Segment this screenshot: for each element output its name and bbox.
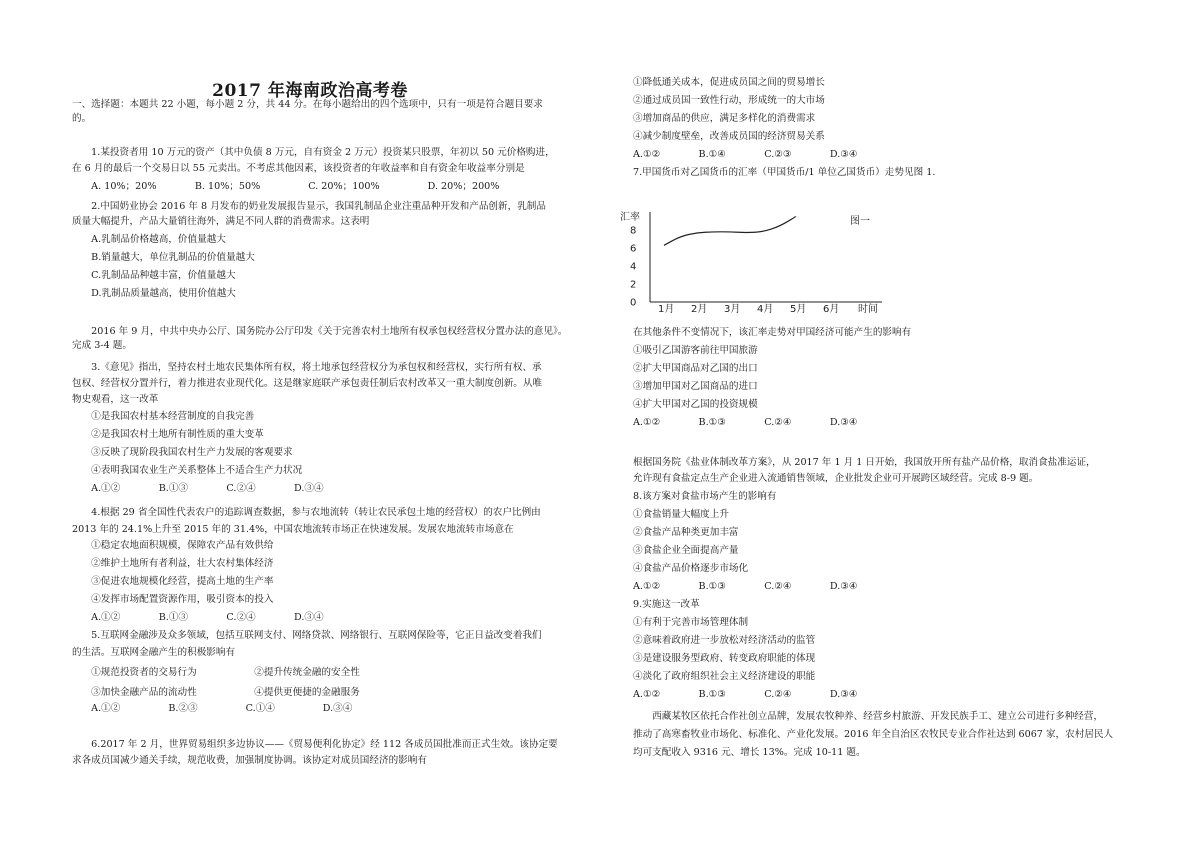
right-text-line: ③食盐企业全面提高产量: [633, 545, 739, 556]
x-tick-label: 6月: [823, 304, 840, 315]
right-text-line: 在其他条件不变情况下，该汇率走势对甲国经济可能产生的影响有: [633, 327, 912, 338]
left-text-line: ③加快金融产品的流动性 ④提供更便捷的金融服务: [72, 687, 360, 698]
left-text-line: A.①② B.①③ C.②④ D.③④: [72, 483, 324, 494]
left-text-line: 1.某投资者用 10 万元的资产（其中负债 8 万元，自有资金 2 万元）投资某只股票，年初以 50 元价格购进，: [72, 147, 555, 158]
right-text-line: ②通过成员国一致性行动，形成统一的大市场: [633, 95, 825, 106]
right-text-line: ①有利于完善市场管理体制: [633, 617, 749, 628]
left-text-line: 一、选择题：本题共 22 小题，每小题 2 分，共 44 分。在每小题给出的四个选项中，只有一项是符合题目要求: [72, 99, 543, 110]
left-text-line: ①稳定农地面积规模，保障农产品有效供给: [72, 540, 274, 551]
right-text-line: ④减少制度壁垒，改善成员国的经济贸易关系: [633, 131, 825, 142]
left-text-line: 6.2017 年 2 月，世界贸易组织多边协议——《贸易便利化协定》经 112 各成员国批准而正式生效。该协定要: [72, 739, 558, 750]
left-text-line: A.①② B.②③ C.①④ D.③④: [72, 703, 353, 714]
right-text-line: ①吸引乙国游客前往甲国旅游: [633, 345, 758, 356]
right-text-line: 均可支配收入 9316 元、增长 13%。完成 10-11 题。: [633, 747, 866, 758]
right-text-line: 西藏某牧区依托合作社创立品牌，发展农牧种养、经营乡村旅游、开发民族手工、建立公司进行多种经营，: [633, 711, 1104, 722]
exchange-rate-chart: [612, 200, 912, 318]
y-axis-label: 汇率: [620, 212, 640, 223]
left-text-line: 2.中国奶业协会 2016 年 8 月发布的奶业发展报告显示，我国乳制品企业注重品种开发和产品创新，乳制品: [72, 201, 546, 212]
exchange-rate-series-line: [664, 217, 796, 246]
right-text-line: A.①② B.①④ C.②③ D.③④: [633, 149, 858, 160]
left-text-line: 物史观看，这一改革: [72, 394, 159, 405]
left-text-line: A.乳制品价格越高，价值量越大: [72, 234, 226, 245]
y-tick-label: 6: [630, 243, 637, 255]
right-text-line: ①食盐销量大幅度上升: [633, 509, 729, 520]
x-tick-label: 2月: [691, 304, 708, 315]
right-text-line: A.①② B.①③ C.②④ D.③④: [633, 689, 858, 700]
right-text-line: ④扩大甲国对乙国的投资规模: [633, 399, 758, 410]
y-tick-label: 8: [630, 225, 637, 237]
x-tick-label: 4月: [757, 304, 774, 315]
page-title: 2017 年海南政治高考卷: [212, 81, 408, 101]
left-text-line: A.①② B.①③ C.②④ D.③④: [72, 612, 324, 623]
y-tick-label: 0: [630, 297, 637, 309]
right-text-line: ③是建设服务型政府、转变政府职能的体现: [633, 653, 816, 664]
right-text-line: ④淡化了政府组织社会主义经济建设的职能: [633, 671, 816, 682]
left-text-line: 4.根据 29 省全国性代表农户的追踪调查数据，参与农地流转（转让农民承包土地的经营权）的农户比例由: [72, 507, 541, 518]
right-text-line: 7.甲国货币对乙国货币的汇率（甲国货币/1 单位乙国货币）走势见图 1.: [633, 167, 936, 178]
left-text-line: ①规范投资者的交易行为 ②提升传统金融的安全性: [72, 667, 360, 678]
right-text-line: A.①② B.①③ C.②④ D.③④: [633, 581, 858, 592]
left-text-line: 完成 3-4 题。: [72, 340, 132, 351]
right-text-line: 推动了高寒畜牧业市场化、标准化、产业化发展。2016 年全自治区农牧民专业合作社达到 6067 家，农村居民人: [633, 729, 1114, 740]
right-text-line: A.①② B.①③ C.②④ D.③④: [633, 417, 858, 428]
x-tick-label: 5月: [790, 304, 807, 315]
right-text-line: ②扩大甲国商品对乙国的出口: [633, 363, 758, 374]
left-text-line: 在 6 月的最后一个交易日以 55 元卖出。不考虑其他因素，该投资者的年收益率和自有资金年收益率分别是: [72, 163, 525, 174]
right-text-line: 9.实施这一改革: [633, 599, 700, 610]
right-text-line: ③增加商品的供应，满足多样化的消费需求: [633, 113, 816, 124]
left-text-line: A. 10%；20% B. 10%；50% C. 20%；100% D. 20%；200%: [72, 181, 500, 192]
left-text-line: 3.《意见》指出，坚持农村土地农民集体所有权，将土地承包经营权分为承包权和经营权，实行所有权、承: [72, 362, 542, 373]
left-text-line: ②维护土地所有者利益，壮大农村集体经济: [72, 558, 274, 569]
x-tick-label: 3月: [724, 304, 741, 315]
left-text-line: 5.互联网金融涉及众多领域，包括互联网支付、网络贷款、网络银行、互联网保险等，它正日益改变着我们: [72, 630, 542, 641]
right-text-line: ②意味着政府进一步放松对经济活动的监管: [633, 635, 816, 646]
left-text-line: ②是我国农村土地所有制性质的重大变革: [72, 429, 264, 440]
left-text-line: B.销量越大，单位乳制品的价值量越大: [72, 252, 255, 263]
left-text-line: ③反映了现阶段我国农村生产力发展的客观要求: [72, 447, 293, 458]
chart-title: 图一: [850, 216, 870, 227]
y-tick-label: 4: [630, 261, 637, 273]
right-text-line: ④食盐产品价格逐步市场化: [633, 563, 749, 574]
right-text-line: 允许现有食盐定点生产企业进入流通销售领域，企业批发企业可开展跨区域经营。完成 8-9 题。: [633, 473, 1039, 484]
left-text-line: ①是我国农村基本经营制度的自我完善: [72, 411, 255, 422]
left-text-line: ④表明我国农业生产关系整体上不适合生产力状况: [72, 465, 303, 476]
right-text-line: ③增加甲国对乙国商品的进口: [633, 381, 758, 392]
right-text-line: ①降低通关成本，促进成员国之间的贸易增长: [633, 77, 825, 88]
left-text-line: 的生活。互联网金融产生的积极影响有: [72, 647, 236, 658]
left-text-line: 2016 年 9 月，中共中央办公厅、国务院办公厅印发《关于完善农村土地所有权承包权经营权分置办法的意见》。: [72, 326, 568, 337]
left-text-line: ④发挥市场配置资源作用，吸引资本的投入: [72, 594, 274, 605]
left-text-line: ③促进农地规模化经营，提高土地的生产率: [72, 576, 274, 587]
left-text-line: D.乳制品质量越高，使用价值越大: [72, 288, 236, 299]
x-axis-label: 时间: [858, 304, 878, 315]
x-tick-label: 1月: [658, 304, 675, 315]
y-tick-label: 2: [630, 279, 637, 291]
left-text-line: C.乳制品品种越丰富，价值量越大: [72, 270, 236, 281]
left-text-line: 求各成员国减少通关手续，规范收费，加强制度协调。该协定对成员国经济的影响有: [72, 755, 427, 766]
left-text-line: 2013 年的 24.1%上升至 2015 年的 31.4%，中国农地流转市场正在快速发展。发展农地流转市场意在: [72, 524, 514, 535]
left-text-line: 质量大幅提升，产品大量销往海外，满足不同人群的消费需求。这表明: [72, 216, 370, 227]
right-text-line: ②食盐产品种类更加丰富: [633, 527, 739, 538]
right-text-line: 8.该方案对食盐市场产生的影响有: [633, 491, 777, 502]
right-text-line: 根据国务院《盐业体制改革方案》，从 2017 年 1 月 1 日开始，我国放开所有盐产品价格，取消食盐准运证，: [633, 457, 1096, 468]
left-text-line: 的。: [72, 113, 92, 124]
left-text-line: 包权、经营权分置并行，着力推进农业现代化。这是继家庭联产承包责任制后农村改革又一重大制度创新。从唯: [72, 378, 543, 389]
